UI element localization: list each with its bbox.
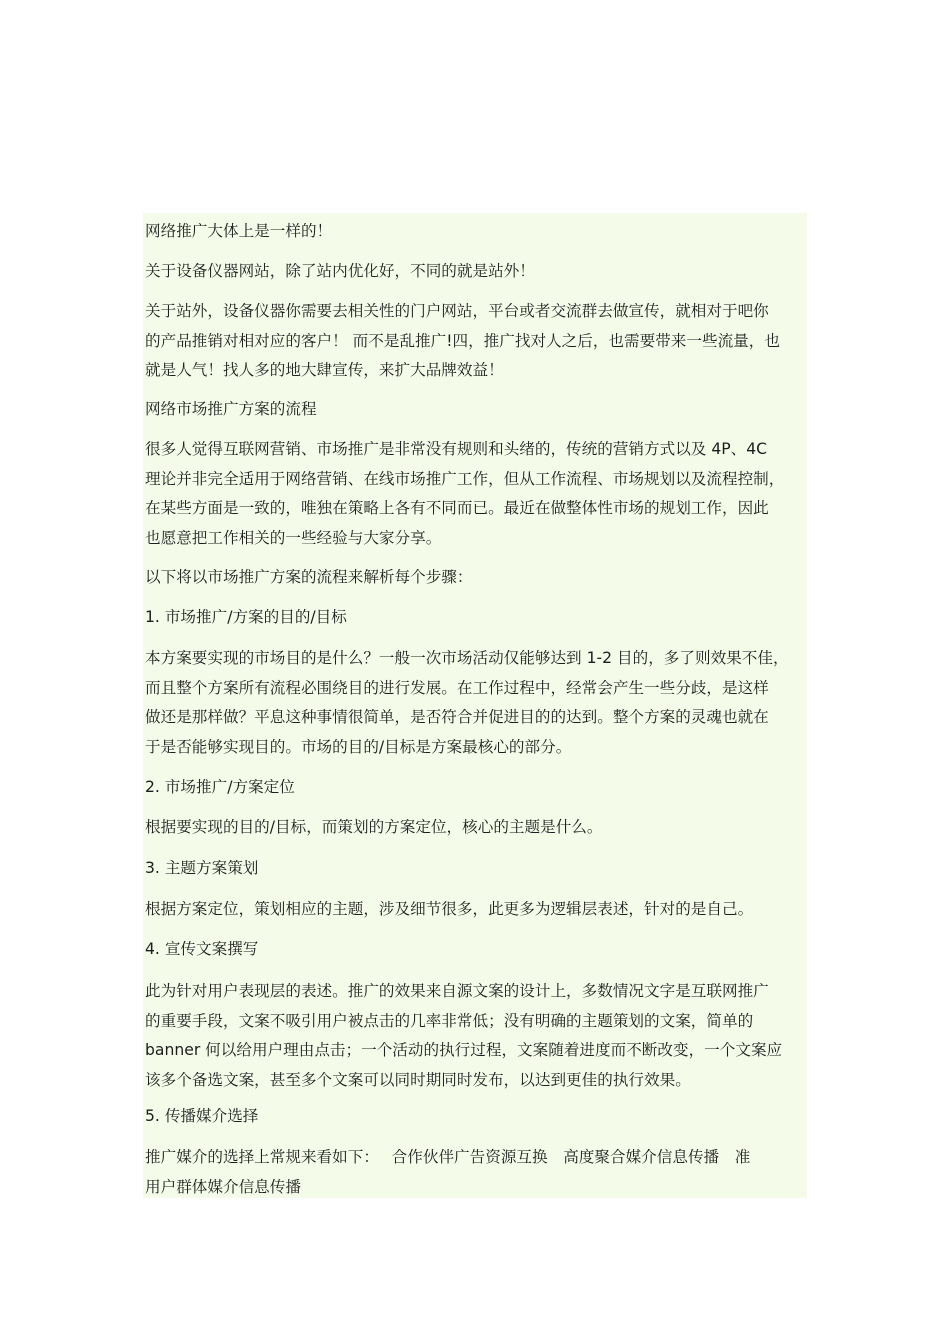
text-line: 的重要手段，文案不吸引用户被点击的几率非常低；没有明确的主题策划的文案，简单的 [145, 1011, 754, 1030]
text-line: 根据方案定位，策划相应的主题，涉及细节很多，此更多为逻辑层表述，针对的是自己。 [145, 900, 754, 918]
text-line: 理论并非完全适用于网络营销、在线市场推广工作，但从工作流程、市场规划以及流程控制， [145, 469, 785, 488]
paragraph-step-4 [145, 977, 782, 1095]
paragraph-step-5 [145, 1143, 750, 1202]
text-line: 5. 传播媒介选择 [145, 1107, 259, 1125]
heading-step-5 [145, 1102, 258, 1132]
text-line: 推广媒介的选择上常规来看如下： 合作伙伴广告资源互换 高度聚合媒介信息传播 准 [145, 1148, 751, 1166]
heading-step-4 [145, 935, 258, 965]
text-line: 1. 市场推广/方案的目的/目标 [145, 608, 347, 626]
text-line: 就是人气！找人多的地大肆宣传，来扩大品牌效益！ [145, 361, 504, 379]
text-line: 3. 主题方案策划 [145, 859, 259, 877]
paragraph-step-3 [145, 895, 753, 925]
text-line: 关于设备仪器网站，除了站内优化好，不同的就是站外！ [145, 262, 535, 280]
text-line: 本方案要实现的市场目的是什么？一般一次市场活动仅能够达到 1-2 目的，多了则效果不佳， [145, 649, 789, 667]
paragraph-steps-intro [145, 563, 472, 593]
text-line: 而且整个方案所有流程必围绕目的进行发展。在工作过程中，经常会产生一些分歧，是这样 [145, 678, 769, 697]
text-line: 做还是那样做？平息这种事情很简单，是否符合并促进目的的达到。整个方案的灵魂也就在 [145, 708, 769, 726]
text-line: 用户群体媒介信息传播 [145, 1177, 301, 1196]
paragraph-overview [145, 435, 784, 553]
paragraph-offsite [145, 297, 780, 386]
heading-process [145, 395, 317, 425]
paragraph-intro [145, 217, 332, 247]
text-line: banner 何以给用户理由点击；一个活动的执行过程，文案随着进度而不断改变，一个文案应 [145, 1041, 783, 1059]
text-line: 于是否能够实现目的。市场的目的/目标是方案最核心的部分。 [145, 737, 572, 756]
document-body [143, 213, 807, 1198]
text-line: 2. 市场推广/方案定位 [145, 778, 295, 796]
paragraph-site [145, 257, 535, 287]
text-line: 关于站外，设备仪器你需要去相关性的门户网站，平台或者交流群去做宣传，就相对于吧你 [145, 302, 769, 320]
text-line: 也愿意把工作相关的一些经验与大家分享。 [145, 528, 442, 547]
text-line: 此为针对用户表现层的表述。推广的效果来自源文案的设计上，多数情况文字是互联网推广 [145, 982, 769, 1000]
heading-step-2 [145, 773, 295, 803]
text-line: 很多人觉得互联网营销、市场推广是非常没有规则和头绪的，传统的营销方式以及 4P、4C [145, 440, 768, 458]
paragraph-step-2 [145, 813, 602, 843]
text-line: 网络市场推广方案的流程 [145, 400, 317, 418]
text-line: 4. 宣传文案撰写 [145, 940, 259, 958]
text-line: 的产品推销对相对应的客户！ 而不是乱推广!四，推广找对人之后，也需要带来一些流量，也 [145, 331, 780, 350]
text-line: 网络推广大体上是一样的！ [145, 222, 333, 240]
heading-step-1 [145, 603, 347, 633]
text-line: 该多个备选文案，甚至多个文案可以同时期同时发布，以达到更佳的执行效果。 [145, 1070, 691, 1089]
text-line: 在某些方面是一致的，唯独在策略上各有不同而已。最近在做整体性市场的规划工作，因此 [145, 499, 769, 517]
text-line: 根据要实现的目的/目标，而策划的方案定位，核心的主题是什么。 [145, 818, 603, 836]
paragraph-step-1 [145, 644, 789, 762]
text-line: 以下将以市场推广方案的流程来解析每个步骤： [145, 568, 473, 586]
heading-step-3 [145, 854, 258, 884]
